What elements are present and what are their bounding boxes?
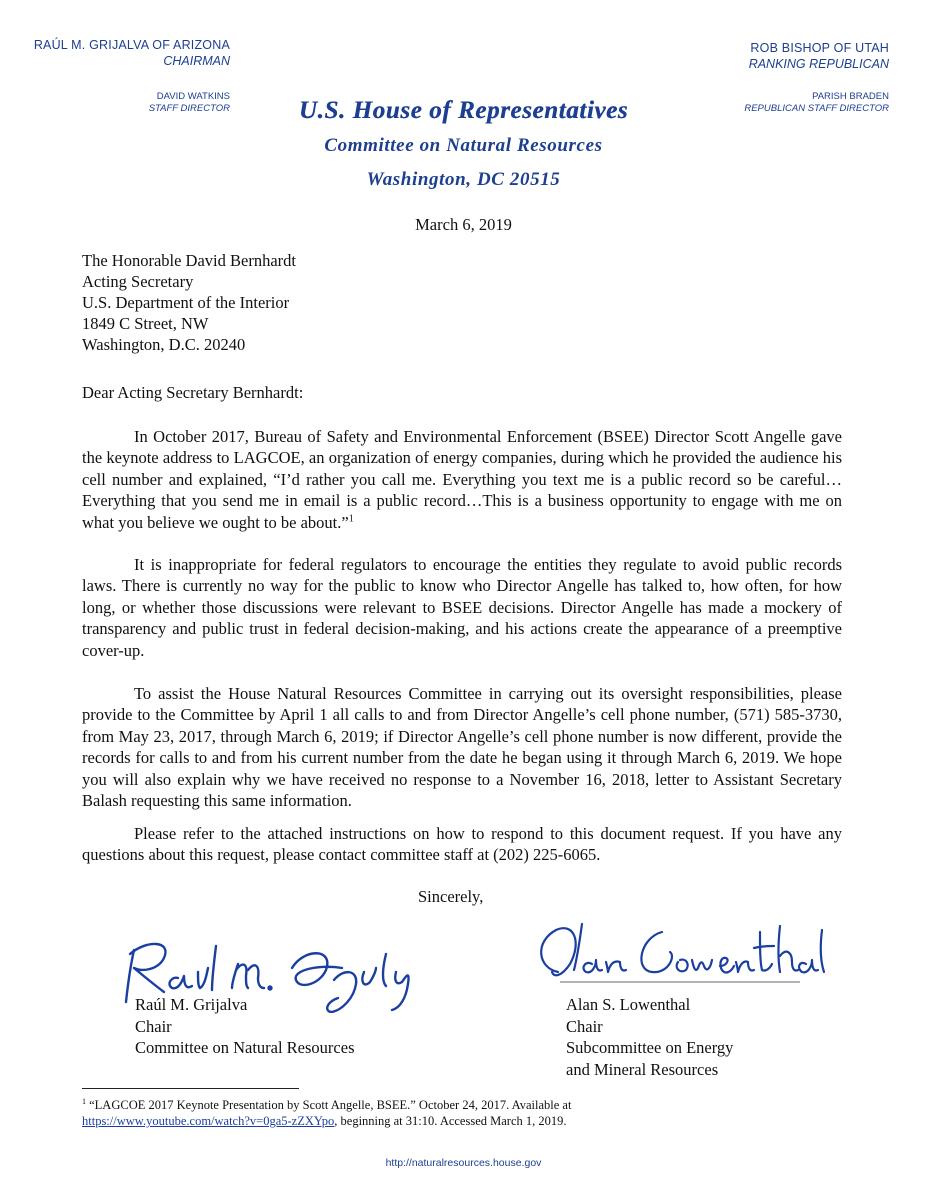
signer-org-line: and Mineral Resources <box>566 1059 719 1079</box>
paragraph-text: In October 2017, Bureau of Safety and Environmental Enforcement (BSEE) Director Scott Angelle gave the keynote address to LAGCOE, an organization of energy companies, during which he provided the audience his cell number and explained, “I’d rather you call me. Everything you text me is a public record so be careful…Everything that you send me in email is a public record…This is a business opportunity to engage with me on what you believe we ought to be about.” <box>82 427 842 532</box>
ranking-member-name: ROB BISHOP OF UTAH <box>750 41 889 55</box>
republican-staff-director-role: REPUBLICAN STAFF DIRECTOR <box>744 103 889 114</box>
letter-date: March 6, 2019 <box>415 215 512 234</box>
footnote-ref[interactable]: 1 <box>348 513 354 525</box>
footnote-text-after: , beginning at 31:10. Accessed March 1, 2019. <box>334 1114 567 1128</box>
footnote-divider <box>82 1088 299 1089</box>
chairman-role: CHAIRMAN <box>163 54 230 68</box>
signer-org-line: Subcommittee on Energy <box>566 1038 734 1057</box>
body-paragraph-4: Please refer to the attached instructions on how to respond to this document request. If you have any questions about this request, please contact committee staff at (202) 225-6065. <box>82 824 842 865</box>
footnote-link[interactable]: https://www.youtube.com/watch?v=0ga5-zZXYpo <box>82 1114 335 1128</box>
body-paragraph-3: To assist the House Natural Resources Committee in carrying out its oversight responsibilities, please provide to the Committee by April 1 all calls to and from Director Angelle’s cell phone number, (571) 585-3730, from May 23, 2017, through March 6, 2019; if Director Angelle’s cell phone number is now different, provide the records for calls to and from his current number from the date he began using it through March 6, 2019. We hope you will also explain why we have received no response to a November 16, 2018, letter to Assistant Secretary Balash requesting this same information. <box>82 684 842 811</box>
recipient-line: Acting Secretary <box>82 272 194 291</box>
body-paragraph-1 <box>82 426 842 533</box>
ranking-member-role: RANKING REPUBLICAN <box>748 57 889 71</box>
footnote <box>82 1097 842 1129</box>
staff-director-name: DAVID WATKINS <box>156 91 230 102</box>
recipient-line: Washington, D.C. 20240 <box>82 335 246 354</box>
republican-staff-director-name: PARISH BRADEN <box>812 91 889 102</box>
signer-name: Raúl M. Grijalva <box>135 995 248 1014</box>
recipient-line: 1849 C Street, NW <box>82 314 209 333</box>
footnote-number: 1 <box>82 1096 86 1106</box>
footnote-text: “LAGCOE 2017 Keynote Presentation by Scott Angelle, BSEE.” October 24, 2017. Available at <box>89 1098 572 1112</box>
staff-director-role: STAFF DIRECTOR <box>148 103 230 114</box>
signer-lowenthal <box>566 994 733 1080</box>
recipient-address <box>82 250 296 355</box>
salutation: Dear Acting Secretary Bernhardt: <box>82 383 304 402</box>
signer-org: Committee on Natural Resources <box>135 1038 355 1057</box>
signer-title: Chair <box>566 1016 603 1036</box>
letterhead-seal <box>0 95 927 195</box>
signer-title: Chair <box>135 1016 172 1036</box>
lowenthal-signature <box>530 912 830 997</box>
committee-city: Washington, DC 20515 <box>366 169 561 190</box>
house-title: U.S. House of Representatives <box>298 97 629 124</box>
footer-url[interactable]: http://naturalresources.house.gov <box>385 1157 542 1169</box>
body-paragraph-2: It is inappropriate for federal regulators to encourage the entities they regulate to avoid public records laws. There is currently no way for the public to know who Director Angelle has talked to, how often, for how long, or whether those discussions were relevant to BSEE decisions. Director Angelle has made a mockery of transparency and public trust in federal decision-making, and his actions create the appearance of a preemptive cover-up. <box>82 555 842 660</box>
recipient-line: U.S. Department of the Interior <box>82 293 290 312</box>
committee-title: Committee on Natural Resources <box>324 135 603 156</box>
signer-grijalva <box>135 994 355 1059</box>
chairman-name: RAÚL M. GRIJALVA OF ARIZONA <box>33 38 230 52</box>
closing: Sincerely, <box>418 887 484 906</box>
recipient-line: The Honorable David Bernhardt <box>82 251 296 270</box>
signer-name: Alan S. Lowenthal <box>566 995 691 1014</box>
